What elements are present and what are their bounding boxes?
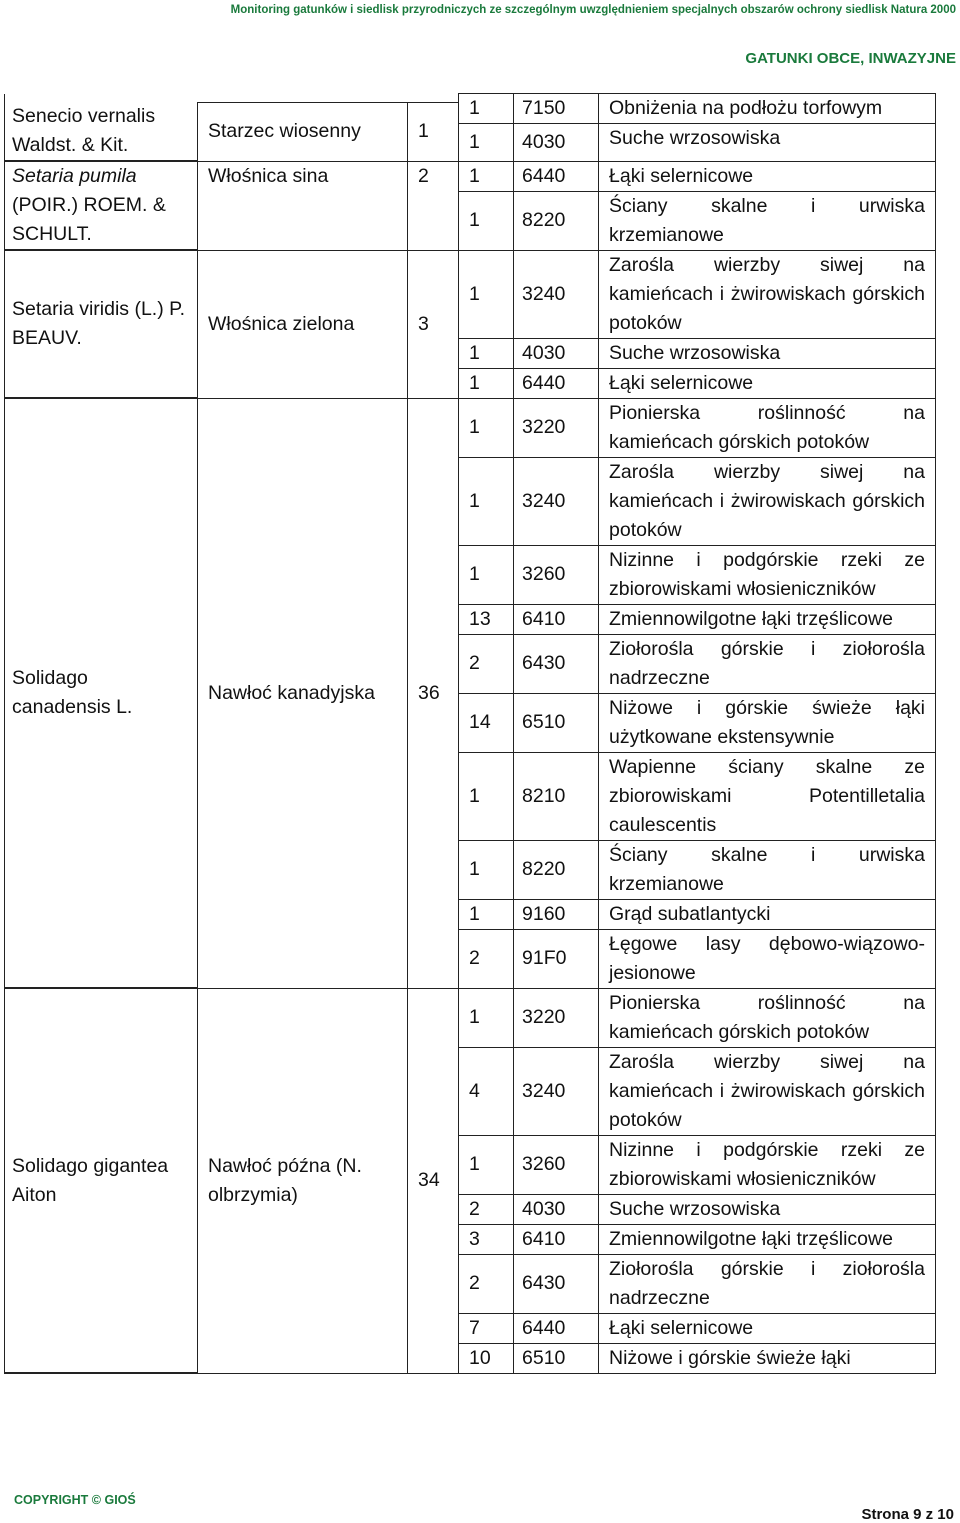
habitat-code: 3240 — [514, 250, 599, 338]
species-count: 34 — [408, 988, 459, 1373]
habitat-name: Nizinne i podgórskie rzeki ze zbiorowiskami włosieniczników — [599, 545, 936, 604]
habitat-name: Wapienne ściany skalne ze zbiorowiskami Potentilletalia caulescentis — [599, 752, 936, 840]
habitat-count: 1 — [459, 338, 514, 368]
habitat-count: 1 — [459, 94, 514, 124]
habitat-count: 14 — [459, 693, 514, 752]
habitat-code: 7150 — [514, 94, 599, 124]
habitat-code: 3240 — [514, 1047, 599, 1135]
latin-name-author: (POIR.) ROEM. & SCHULT. — [12, 194, 166, 245]
habitat-code: 6430 — [514, 1254, 599, 1313]
habitat-name: Grąd subatlantycki — [599, 899, 936, 929]
habitat-name: Suche wrzosowiska — [599, 124, 936, 162]
habitat-code: 6430 — [514, 634, 599, 693]
habitat-count: 1 — [459, 457, 514, 545]
habitat-code: 3220 — [514, 398, 599, 457]
habitat-code: 4030 — [514, 338, 599, 368]
latin-name-italic: Setaria pumila — [12, 165, 137, 187]
habitat-name: Łąki selernicowe — [599, 1313, 936, 1343]
habitat-name: Ściany skalne i urwiska krzemianowe — [599, 840, 936, 899]
habitat-code: 6410 — [514, 1224, 599, 1254]
habitat-count: 1 — [459, 899, 514, 929]
project-title: Monitoring gatunków i siedlisk przyrodniczych ze szczególnym uwzględnieniem specjalnych obszarów ochrony siedlisk Natura 2000 — [230, 4, 956, 16]
habitat-count: 1 — [459, 250, 514, 338]
habitat-count: 1 — [459, 161, 514, 191]
table-row — [5, 988, 936, 1047]
habitat-count: 2 — [459, 929, 514, 988]
habitat-count: 1 — [459, 1135, 514, 1194]
habitat-name: Zarośla wierzby siwej na kamieńcach i żwirowiskach górskich potoków — [599, 1047, 936, 1135]
habitat-name: Niżowe i górskie świeże łąki użytkowane ekstensywnie — [599, 693, 936, 752]
polish-name: Nawłoć późna (N. olbrzymia) — [198, 988, 408, 1373]
habitat-name: Niżowe i górskie świeże łąki — [599, 1343, 936, 1373]
habitat-count: 13 — [459, 604, 514, 634]
latin-name: Senecio vernalis Waldst. & Kit. — [5, 102, 198, 161]
habitat-name: Ziołorośla górskie i ziołorośla nadrzeczne — [599, 634, 936, 693]
polish-name: Włośnica sina — [198, 161, 408, 250]
latin-name: Setaria viridis (L.) P. BEAUV. — [5, 250, 198, 398]
habitat-name: Suche wrzosowiska — [599, 338, 936, 368]
habitat-name: Ziołorośla górskie i ziołorośla nadrzeczne — [599, 1254, 936, 1313]
section-title: GATUNKI OBCE, INWAZYJNE — [745, 50, 956, 67]
species-count: 36 — [408, 398, 459, 988]
table-row — [5, 94, 936, 103]
latin-name: Solidago gigantea Aiton — [5, 988, 198, 1373]
habitat-code: 3240 — [514, 457, 599, 545]
habitat-count: 2 — [459, 1254, 514, 1313]
habitat-count: 1 — [459, 398, 514, 457]
habitat-name: Zmiennowilgotne łąki trzęślicowe — [599, 1224, 936, 1254]
habitat-count: 3 — [459, 1224, 514, 1254]
habitat-count: 1 — [459, 988, 514, 1047]
latin-name: Solidago canadensis L. — [5, 398, 198, 988]
habitat-code: 91F0 — [514, 929, 599, 988]
latin-name-cell — [5, 94, 459, 103]
habitat-name: Łąki selernicowe — [599, 368, 936, 398]
habitat-count: 2 — [459, 634, 514, 693]
species-habitat-table — [4, 93, 936, 1374]
latin-name — [5, 161, 198, 250]
habitat-count: 2 — [459, 1194, 514, 1224]
species-count: 1 — [408, 102, 459, 161]
habitat-code: 8220 — [514, 191, 599, 250]
species-count: 3 — [408, 250, 459, 398]
habitat-code: 6440 — [514, 1313, 599, 1343]
habitat-name: Nizinne i podgórskie rzeki ze zbiorowiskami włosieniczników — [599, 1135, 936, 1194]
habitat-name: Łęgowe lasy dębowo-wiązowo-jesionowe — [599, 929, 936, 988]
habitat-name: Zarośla wierzby siwej na kamieńcach i żwirowiskach górskich potoków — [599, 250, 936, 338]
habitat-name: Obniżenia na podłożu torfowym — [599, 94, 936, 124]
habitat-code: 3260 — [514, 1135, 599, 1194]
habitat-code: 4030 — [514, 124, 599, 162]
habitat-name: Ściany skalne i urwiska krzemianowe — [599, 191, 936, 250]
habitat-code: 8220 — [514, 840, 599, 899]
habitat-name: Łąki selernicowe — [599, 161, 936, 191]
habitat-code: 3220 — [514, 988, 599, 1047]
habitat-code: 6410 — [514, 604, 599, 634]
table-row — [5, 250, 936, 338]
habitat-code: 9160 — [514, 899, 599, 929]
habitat-name: Suche wrzosowiska — [599, 1194, 936, 1224]
habitat-name: Pionierska roślinność na kamieńcach górskich potoków — [599, 988, 936, 1047]
habitat-count: 1 — [459, 545, 514, 604]
habitat-name: Zmiennowilgotne łąki trzęślicowe — [599, 604, 936, 634]
habitat-count: 1 — [459, 368, 514, 398]
habitat-count: 4 — [459, 1047, 514, 1135]
habitat-code: 8210 — [514, 752, 599, 840]
habitat-code: 6510 — [514, 693, 599, 752]
habitat-code: 3260 — [514, 545, 599, 604]
habitat-code: 6510 — [514, 1343, 599, 1373]
habitat-count: 10 — [459, 1343, 514, 1373]
habitat-count: 1 — [459, 840, 514, 899]
polish-name: Włośnica zielona — [198, 250, 408, 398]
page-number: Strona 9 z 10 — [861, 1506, 954, 1523]
habitat-code: 4030 — [514, 1194, 599, 1224]
habitat-name: Pionierska roślinność na kamieńcach górskich potoków — [599, 398, 936, 457]
habitat-count: 1 — [459, 191, 514, 250]
species-count: 2 — [408, 161, 459, 250]
habitat-code: 6440 — [514, 368, 599, 398]
copyright-notice: COPYRIGHT © GIOŚ — [14, 1493, 136, 1507]
habitat-code: 6440 — [514, 161, 599, 191]
habitat-name: Zarośla wierzby siwej na kamieńcach i żwirowiskach górskich potoków — [599, 457, 936, 545]
habitat-count: 1 — [459, 124, 514, 162]
polish-name: Starzec wiosenny — [198, 102, 408, 161]
habitat-count: 1 — [459, 752, 514, 840]
habitat-count: 7 — [459, 1313, 514, 1343]
table-row — [5, 161, 936, 191]
table-row — [5, 398, 936, 457]
polish-name: Nawłoć kanadyjska — [198, 398, 408, 988]
